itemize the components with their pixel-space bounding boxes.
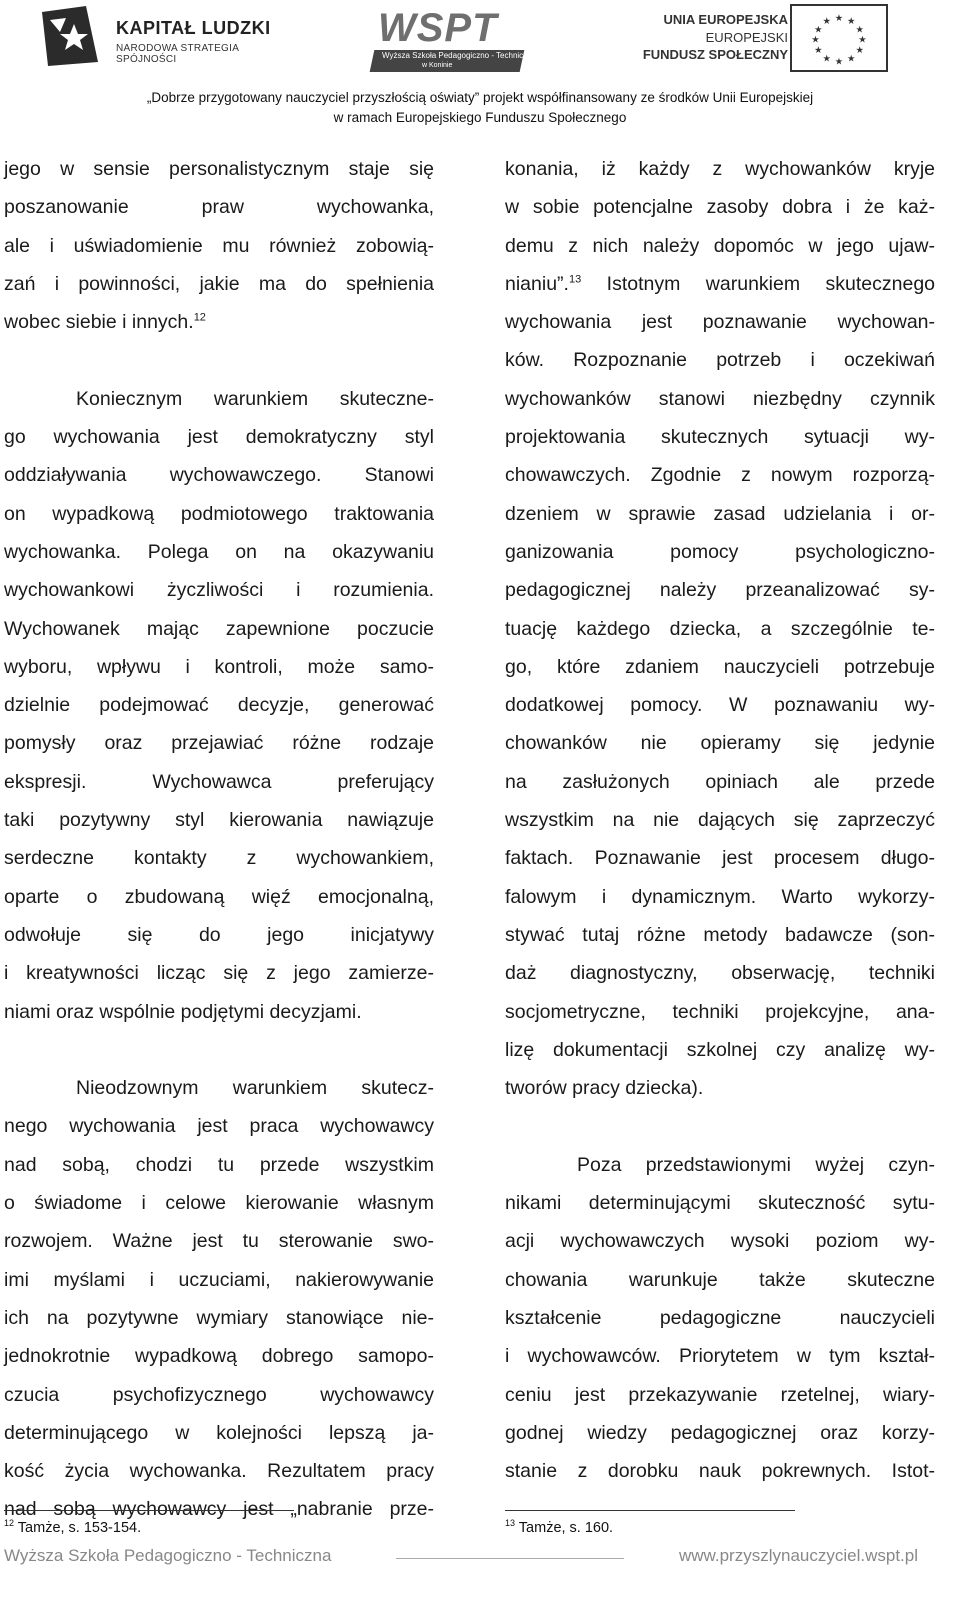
footnote-ref: 12 [193,311,206,324]
right-text-column [505,150,935,1490]
text-line: o świadome i celowe kierowanie własnym [4,1192,434,1215]
wspt-logo-line1: Wyższa Szkoła Pedagogiczno - Techniczna [382,51,537,60]
footnote-12: $^{12}$ Tamże, s. 153-154. [4,1518,142,1536]
text-line: go, które zdaniem nauczycieli potrzebuje [505,655,935,678]
text-line: nianiu”.$^{13}$ Istotnym warunkiem skutecznego [505,272,936,295]
text-line: pedagogicznej należy przeanalizować sy- [505,579,935,602]
eu-flag-icon [790,4,888,72]
text-line: dzeniem w sprawie zasad udzielania i or- [505,502,935,525]
text-line: stanie z dorobku nauk pokrewnych. Istot- [505,1460,935,1483]
text-line: Nieodzownym warunkiem skutecz- [76,1077,434,1100]
kapital-ludzki-emblem-icon [38,4,102,68]
text-line: dzielnie podejmować decyzje, generować [4,694,434,717]
eu-logo [628,4,928,76]
text-line: ganizowania pomocy psychologiczno- [505,540,935,563]
text-line: wychowanków stanowi niezbędny czynnik [505,387,935,410]
text-line: i kreatywności licząc się z jego zamierze- [4,962,434,985]
text-line: dodatkowej pomocy. W poznawaniu wy- [505,694,935,717]
text-line: faktach. Poznawanie jest procesem długo- [505,847,935,870]
svg-text:★: ★ [814,45,823,57]
text-line: tuację każdego dziecka, a szczególnie te- [505,617,935,640]
paragraph-gap [505,1107,935,1145]
text-line: konania, iż każdy z wychowanków kryje [505,158,935,180]
text-line: determinującego w kolejności lepszą ja- [4,1421,434,1444]
text-line: kość życia wychowanka. Rezultatem pracy [4,1460,434,1483]
footnote-divider [505,1510,795,1511]
text-line: na zasłużonych opiniach ale przede [505,770,935,793]
kapital-ludzki-logo [38,4,288,74]
text-line: i wychowawców. Priorytetem w tym kształ- [505,1345,935,1368]
wspt-logo [364,6,537,72]
footer-website-link[interactable]: www.przyszlynauczyciel.wspt.pl [678,1546,918,1565]
text-line: jednokrotnie wypadkową dobrego samopo- [4,1345,434,1368]
text-line: wychowania jest poznawanie wychowan- [505,311,935,334]
eu-logo-line3: FUNDUSZ SPOŁECZNY [642,47,788,62]
text-line: ków. Rozpoznanie potrzeb i oczekiwań [505,349,935,372]
project-caption-line1: „Dobrze przygotowany nauczyciel przyszłością oświaty” projekt współfinansowany ze środków Unii Europejskiej [146,90,814,105]
svg-text:★: ★ [855,24,864,36]
footnote-ref: 13 [568,273,582,286]
text-line: wychowankowi życzliwości i rozumienia. [4,579,434,602]
text-line: demu z nich należy dopomóc w jego ujaw- [505,234,935,257]
text-line: Koniecznym warunkiem skuteczne- [76,387,434,410]
text-line: ekspresji. Wychowawca preferujący [4,770,434,793]
text-line: chowanków nie opieramy się jedynie [505,732,935,755]
text-line: on wypadkową podmiotowego traktowania [4,502,434,525]
text-line: daż diagnostyczny, obserwację, techniki [505,962,935,985]
text-line: pomysły oraz przejawiać różne rodzaje [4,732,434,755]
text-line: poszanowanie praw wychowanka, [4,196,434,219]
text-line: czucia psychofizycznego wychowawcy [4,1383,434,1406]
text-line: w sobie potencjalne zasoby dobra i że każ- [505,196,935,219]
text-line: nego wychowania jest praca wychowawcy [4,1115,434,1138]
kapital-ludzki-title: KAPITAŁ LUDZKI [116,18,271,38]
wspt-logo-line2: w Koninie [422,62,453,69]
footnote-divider [4,1510,294,1511]
text-line: chowania warunkuje także skuteczne [505,1268,935,1291]
text-line: niami oraz wspólnie podjętymi decyzjami. [4,1000,362,1023]
text-line: wszystkim na nie dających się zaprzeczyć [505,809,935,832]
text-line: jego w sensie personalistycznym staje się [4,158,434,180]
text-line: wychowanka. Polega on na okazywaniu [4,540,434,563]
text-line: stywać tutaj różne metody badawcze (son- [505,923,935,946]
eu-logo-line2: EUROPEJSKI [705,30,788,45]
left-text-column [4,150,434,1529]
svg-text:★: ★ [847,15,856,27]
text-line: godnej wiedzy pedagogicznej oraz korzy- [505,1421,935,1444]
text-line: chowawczych. Zgodnie z nowym rozporzą- [505,464,935,487]
text-line: nikami determinującymi skuteczność sytu- [505,1192,935,1215]
footer-divider [396,1558,624,1559]
text-line: tworów pracy dziecka). [505,1077,704,1100]
page-footer [0,1544,960,1574]
text-line: falowym i dynamicznym. Warto wykorzy- [505,885,935,908]
text-line: odwołuje się do jego inicjatywy [4,923,434,946]
paragraph-gap [4,341,434,379]
text-line: wyboru, wpływu i kontroli, może samo- [4,655,434,678]
text-line: ale i uświadomienie mu również zobowią- [4,234,434,257]
text-line: projektowania skutecznych sytuacji wy- [505,426,935,449]
text-line: oparte o zbudowaną więź emocjonalną, [4,885,434,908]
svg-text:★: ★ [834,56,844,68]
text-line: Wychowanek mając zapewnione poczucie [4,617,434,640]
text-line: oddziaływania wychowawczego. Stanowi [4,464,434,487]
svg-text:★: ★ [847,53,856,65]
svg-text:★: ★ [811,34,820,46]
text-line: kształcenie pedagogiczne nauczycieli [505,1306,935,1329]
svg-text:★: ★ [822,53,831,65]
footnote-13: $^{13}$ Tamże, s. 160. [505,1518,614,1536]
svg-text:★: ★ [814,24,823,36]
text-line: acji wychowawczych wysoki poziom wy- [505,1230,935,1253]
text-line: imi myślami i uczuciami, nakierowywanie [4,1268,434,1291]
project-caption-line2: w ramach Europejskiego Funduszu Społecznego [333,110,627,125]
wspt-logo-title: WSPT [378,6,498,50]
text-line: nad sobą, chodzi tu przede wszystkim [4,1153,434,1176]
svg-text:★: ★ [855,45,864,57]
text-line: lizę dokumentacji szkolnej czy analizę wy- [505,1038,935,1061]
text-line: rozwojem. Ważne jest tu sterowanie swo- [4,1230,434,1253]
kapital-ludzki-subtitle: NARODOWA STRATEGIA SPÓJNOŚCI [116,43,239,65]
text-line: go wychowania jest demokratyczny styl [4,426,434,449]
text-line: nad sobą wychowawcy jest „nabranie prze- [4,1498,434,1521]
text-line: ceniu jest przekazywanie rzetelnej, wiary- [505,1383,935,1406]
text-line: socjometryczne, techniki projekcyjne, ana- [505,1000,935,1023]
text-line: wobec siebie i innych.$^{12}$ [4,311,206,334]
text-line: zań i powinności, jakie ma do spełnienia [4,272,434,295]
paragraph-gap [4,1031,434,1069]
svg-text:★: ★ [822,15,831,27]
footer-school-name: Wyższa Szkoła Pedagogiczno - Techniczna [4,1546,332,1565]
svg-text:★: ★ [834,13,844,25]
eu-logo-line1: UNIA EUROPEJSKA [663,12,788,27]
svg-text:★: ★ [858,34,867,46]
text-line: ich na pozytywne wymiary stanowiące nie- [4,1306,434,1329]
text-line: Poza przedstawionymi wyżej czyn- [577,1153,935,1176]
text-line: taki pozytywny styl kierowania nawiązuje [4,809,434,832]
text-line: serdeczne kontakty z wychowankiem, [4,847,434,870]
